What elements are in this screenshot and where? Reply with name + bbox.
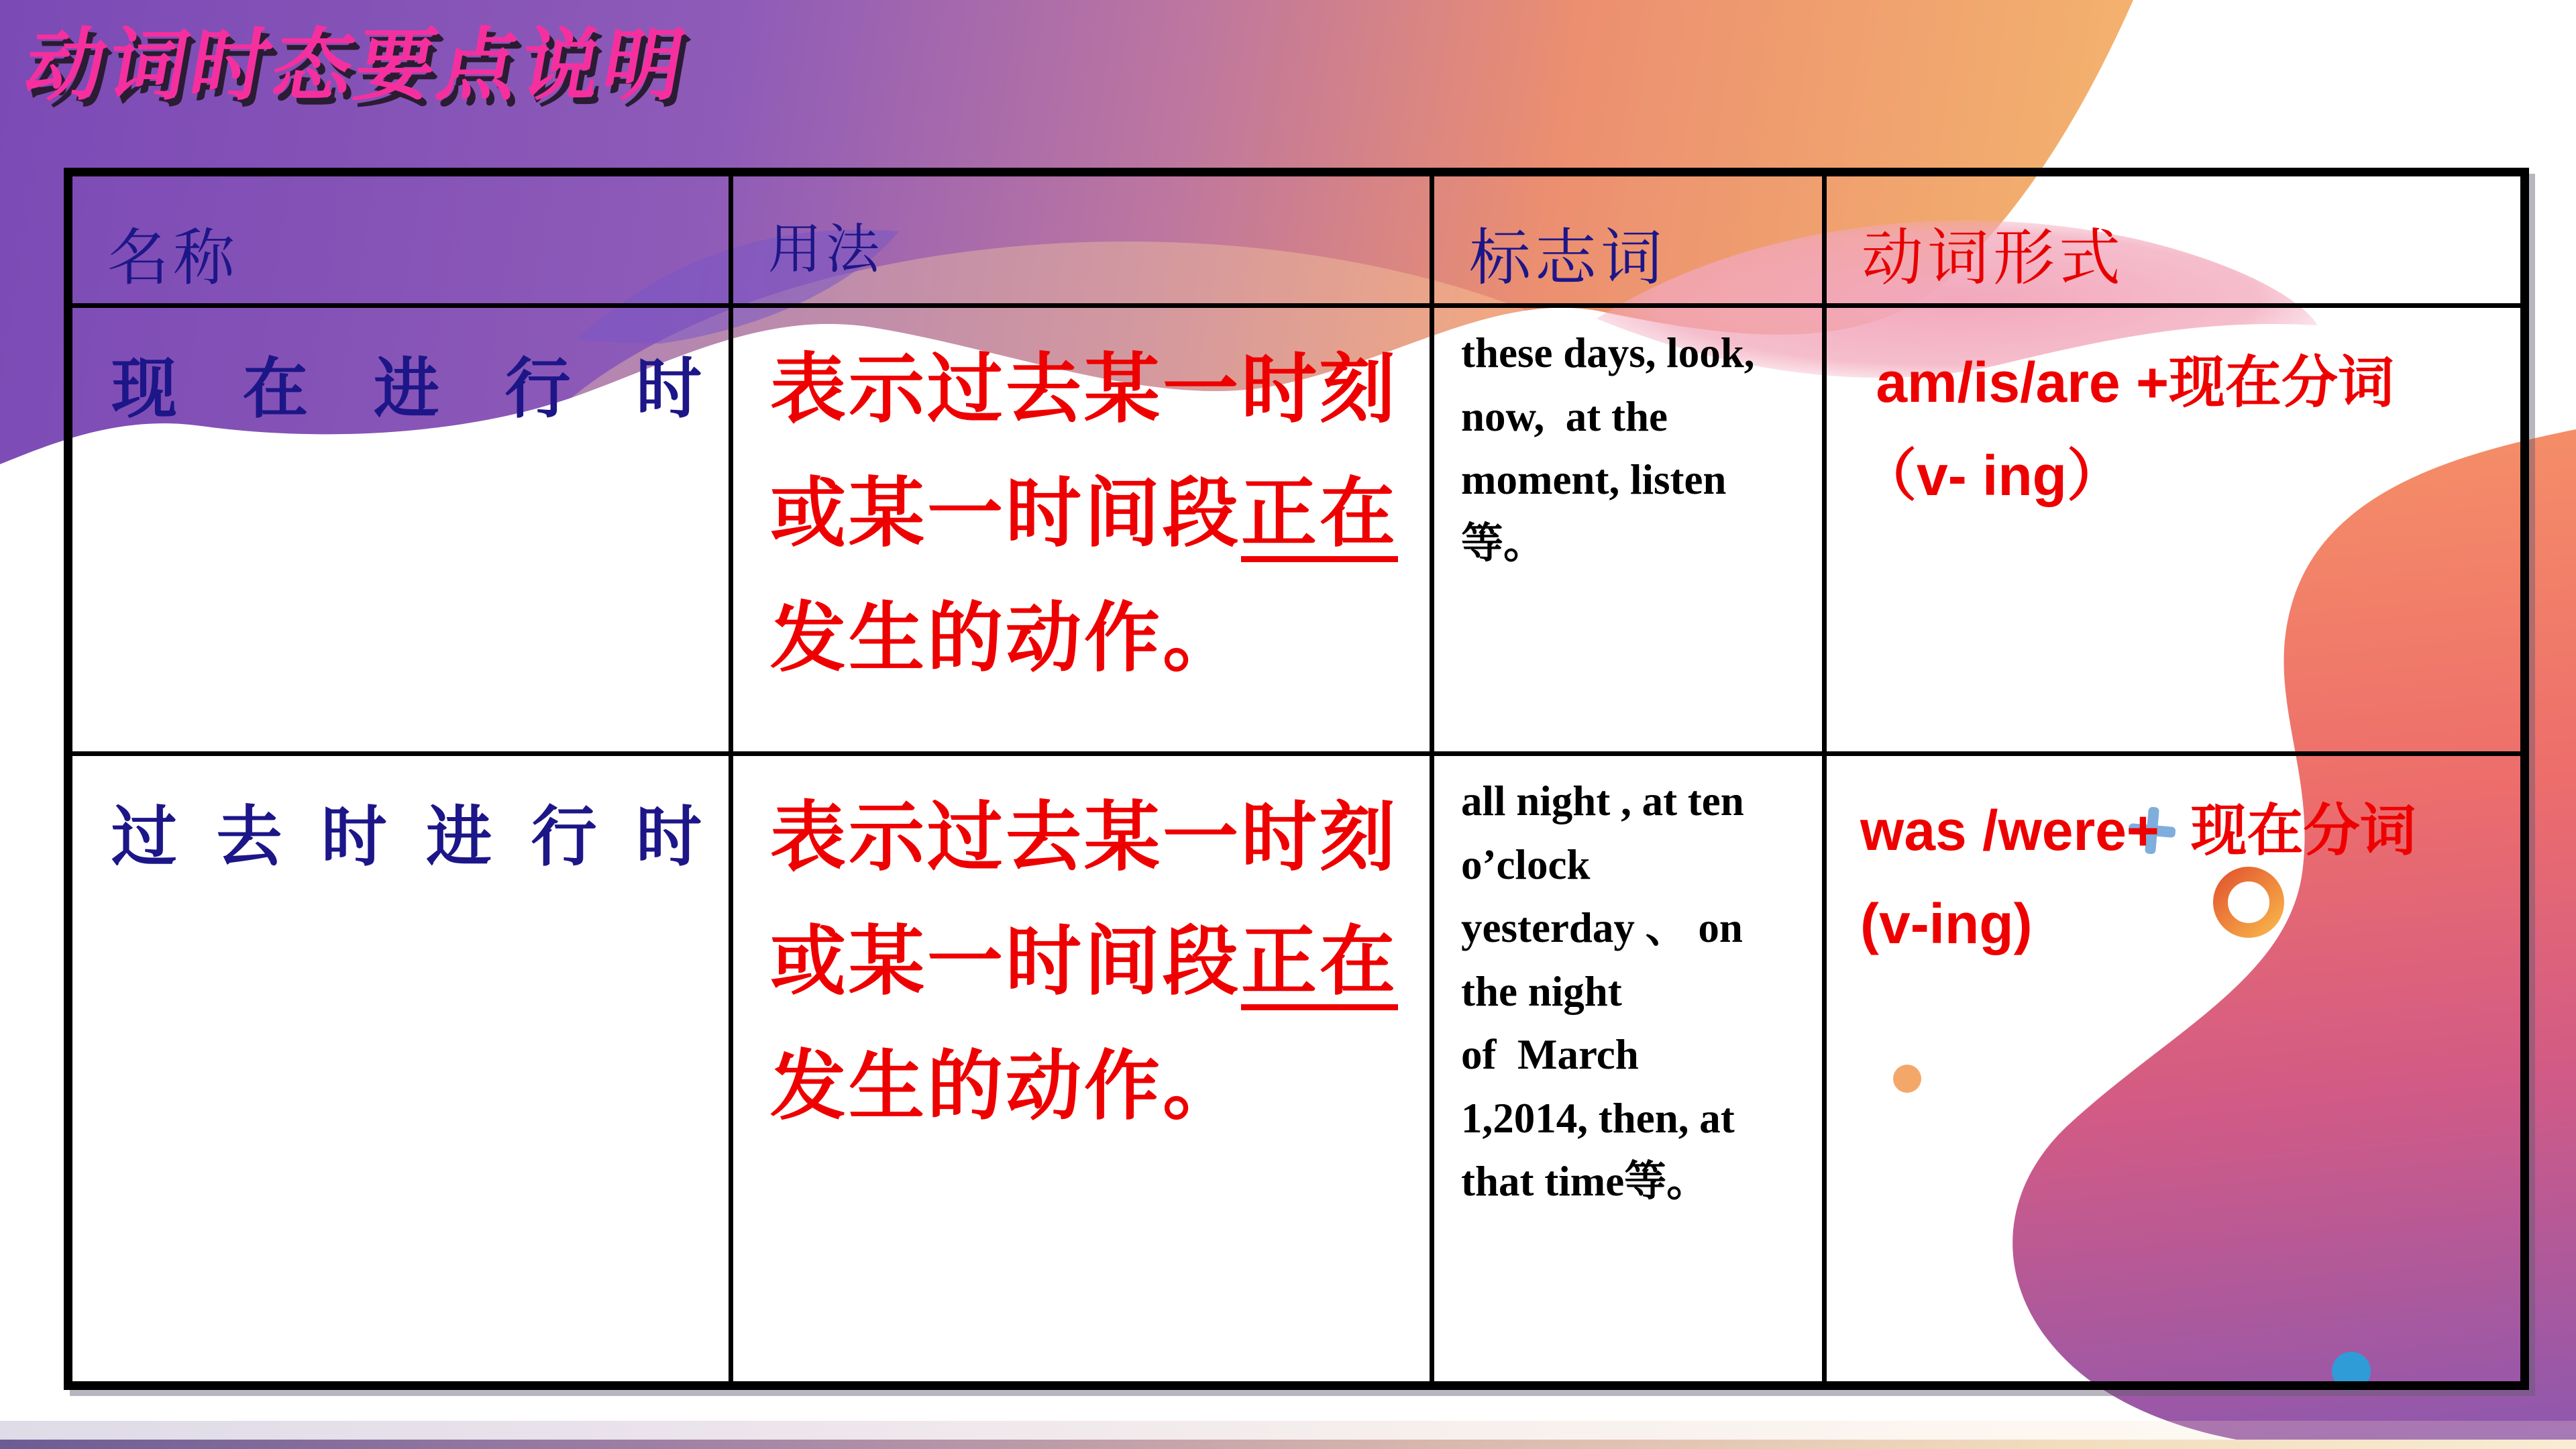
text-line: the night xyxy=(1461,967,1622,1015)
text-line: 等。 xyxy=(1461,519,1546,567)
bottom-strip xyxy=(0,1440,2576,1449)
text-line: am/is/are +现在分词 xyxy=(1860,351,2394,414)
usage-line: 发生的动作。 xyxy=(770,1044,1241,1129)
header-markers-label: 标志词 xyxy=(1469,224,1667,292)
text-line: all night , at ten xyxy=(1461,777,1744,824)
header-markers xyxy=(1434,176,1827,308)
tense-name: 过去时进行时 xyxy=(111,802,702,874)
text-line: （v- ing） xyxy=(1860,444,2123,508)
usage-line: 或某一时间段正在 xyxy=(770,452,1430,576)
text-line: of March xyxy=(1461,1031,1639,1078)
row1-tense-name-cell xyxy=(72,308,733,756)
usage-underlined-text: 正在 xyxy=(1241,920,1398,1010)
row1-verb-form-cell xyxy=(1827,308,2520,756)
page-title: 动词时态要点说明 xyxy=(18,21,694,110)
text-line: now, at the xyxy=(1461,392,1668,440)
text-line: o’clock xyxy=(1461,841,1591,888)
tense-name: 现在进行时 xyxy=(111,354,702,426)
header-usage-label: 用法 xyxy=(768,221,883,280)
usage-line: 或某一时间段正在 xyxy=(770,900,1430,1024)
text-line: that time等。 xyxy=(1461,1158,1709,1205)
text-line: these days, look, xyxy=(1461,329,1755,376)
row2-verb-form-cell xyxy=(1827,756,2520,1381)
grammar-table xyxy=(64,168,2529,1390)
row1-markers-cell xyxy=(1434,308,1827,756)
header-verb-form xyxy=(1827,176,2520,308)
text-line: (v-ing) xyxy=(1860,892,2033,956)
header-verb-form-label: 动词形式 xyxy=(1862,224,2125,292)
header-name xyxy=(72,176,733,308)
usage-line: 发生的动作。 xyxy=(770,596,1241,681)
usage-line: 表示过去某一时刻 xyxy=(770,796,1398,880)
row2-usage-cell xyxy=(733,756,1434,1381)
text-line: 1,2014, then, at xyxy=(1461,1094,1735,1142)
header-name-label: 名称 xyxy=(107,224,239,292)
text-line: moment, listen xyxy=(1461,456,1727,503)
row2-markers-cell xyxy=(1434,756,1827,1381)
bottom-strip-wash xyxy=(0,1421,2576,1440)
row1-usage-cell xyxy=(733,308,1434,756)
row2-tense-name-cell xyxy=(72,756,733,1381)
usage-underlined-text: 正在 xyxy=(1241,472,1398,562)
usage-line: 表示过去某一时刻 xyxy=(770,348,1398,432)
text-line: was /were+ 现在分词 xyxy=(1860,799,2416,862)
text-line: yesterday 、 on xyxy=(1461,904,1743,951)
header-usage xyxy=(733,176,1434,308)
